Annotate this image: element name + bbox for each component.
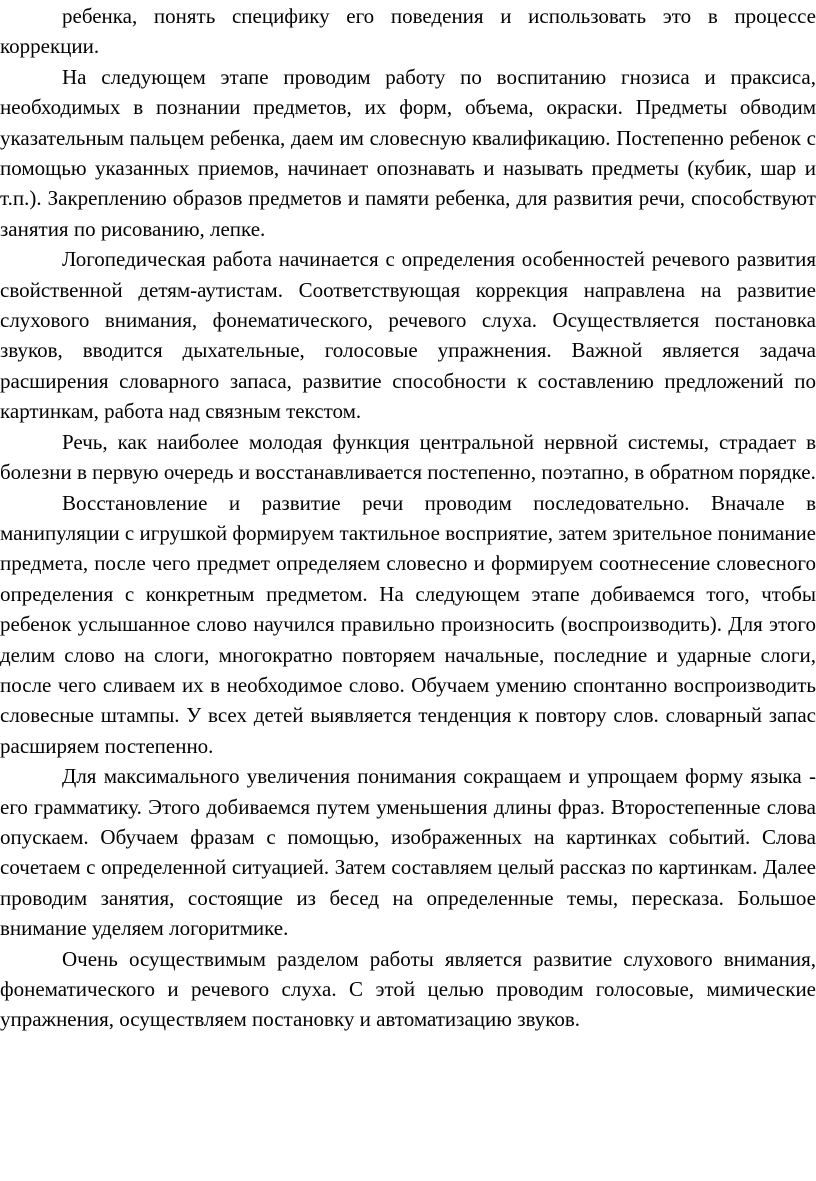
document-body bbox=[0, 1, 816, 1035]
paragraph-4: Речь, как наиболее молодая функция центральной нервной системы, страдает в болезни в первую очередь и восстанавливается постепенно, поэтапно, в обратном порядке. bbox=[0, 429, 816, 485]
paragraph-1: ребенка, понять специфику его поведения и использовать это в процессе коррекции. bbox=[0, 4, 816, 59]
paragraph-6: Для максимального увеличения понимания сокращаем и упрощаем форму языка - его грамматику. Этого добиваемся путем уменьшения длины фраз. Второстепенные слова опускаем. Обучаем фразам с помощью, изображенных на картинках событий. Слова сочетаем с определенной ситуацией. Затем составляем целый рассказ по картинкам. Далее проводим занятия, состоящие из бесед на определенные темы, пересказа. Большое внимание уделяем логоритмике. bbox=[0, 764, 816, 941]
paragraph-5: Восстановление и развитие речи проводим последовательно. Вначале в манипуляции с игрушкой формируем тактильное восприятие, затем зрительное понимание предмета, после чего предмет определяем словесно и формируем соотнесение словесного определения с конкретным предметом. На следующем этапе добиваемся того, чтобы ребенок услышанное слово научился правильно произносить (воспроизводить). Для этого делим слово на слоги, многократно повторяем начальные, последние и ударные слоги, после чего сливаем их в необходимое слово. Обучаем умению спонтанно воспроизводить словесные штампы. У всех детей выявляется тенденция к повтору слов. словарный запас расширяем постепенно. bbox=[0, 490, 816, 758]
paragraph-7: Очень осуществимым разделом работы является развитие слухового внимания, фонематического и речевого слуха. С этой целью проводим голосовые, мимические упражнения, осуществляем постановку и автоматизацию звуков. bbox=[0, 946, 816, 1032]
paragraph-3: Логопедическая работа начинается с определения особенностей речевого развития свойственной детям-аутистам. Соответствующая коррекция направлена на развитие слухового внимания, фонематического, речевого слуха. Осуществляется постановка звуков, вводится дыхательные, голосовые упражнения. Важной является задача расширения словарного запаса, развитие способности к составлению предложений по картинкам, работа над связным текстом. bbox=[0, 247, 816, 424]
paragraph-2: На следующем этапе проводим работу по воспитанию гнозиса и праксиса, необходимых в познании предметов, их форм, объема, окраски. Предметы обводим указательным пальцем ребенка, даем им словесную квалификацию. Постепенно ребенок с помощью указанных приемов, начинает опознавать и называть предметы (кубик, шар и т.п.). Закреплению образов предметов и памяти ребенка, для развития речи, способствуют занятия по рисованию, лепке. bbox=[0, 64, 816, 241]
